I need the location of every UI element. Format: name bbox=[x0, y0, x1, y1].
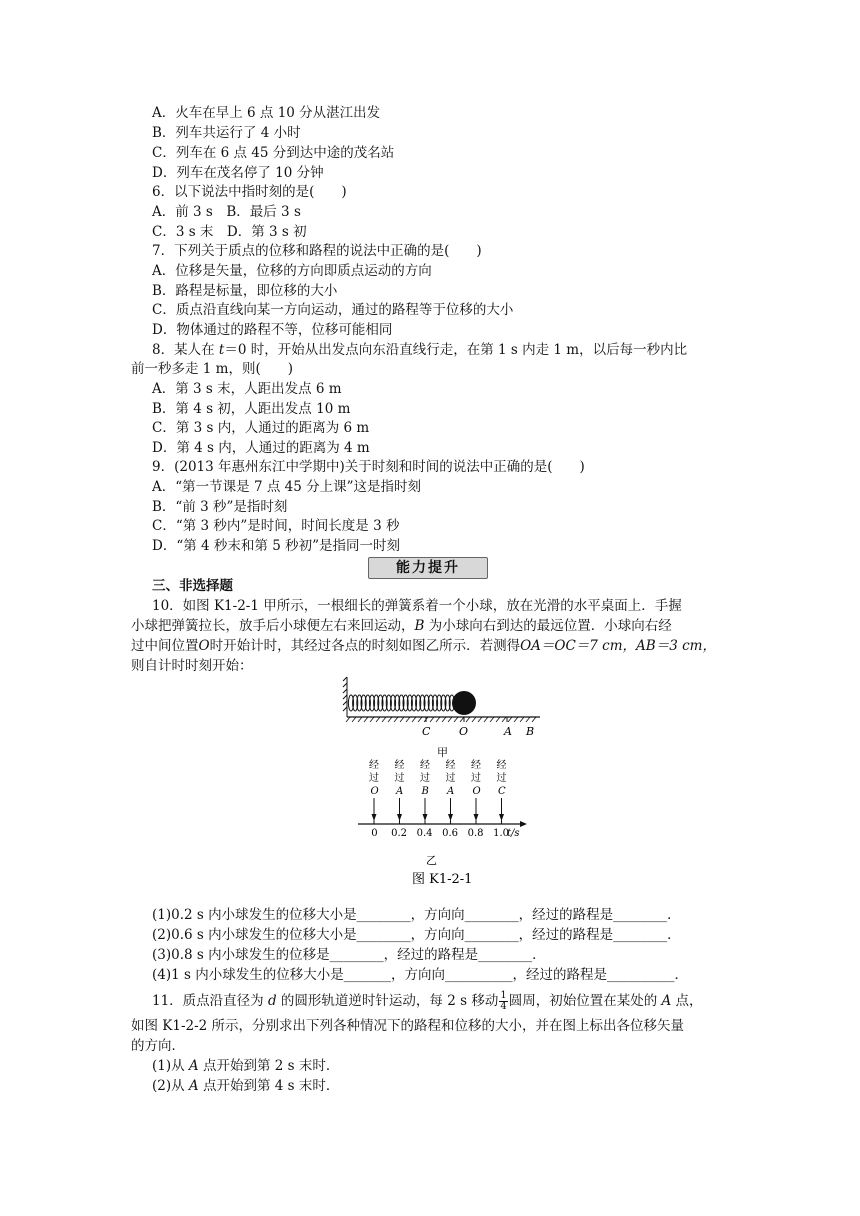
q8-option-b: B．第 4 s 初，人距出发点 10 m bbox=[152, 401, 351, 417]
q11-sub2: (2)从 A 点开始到第 4 s 末时． bbox=[152, 1078, 340, 1094]
down-arrow-icon bbox=[423, 814, 428, 821]
event-char-guo: 过 bbox=[394, 773, 405, 784]
axis-tick-label: 0.4 bbox=[416, 828, 433, 839]
quarter-fraction: $\frac{1}{4}$ bbox=[500, 990, 507, 1012]
axis-tick-label: 1.0 bbox=[493, 828, 510, 839]
q6-stem: 6．以下说法中指时刻的是( ) bbox=[152, 184, 347, 200]
label-C: C bbox=[422, 725, 431, 738]
label-O: O bbox=[459, 725, 469, 738]
q8-stem: 8．某人在 t＝0 时，开始从出发点向东沿直线行走，在第 1 s 内走 1 m，以后每一秒内比 bbox=[152, 342, 688, 358]
q10-sub1: (1)0.2 s 内小球发生的位移大小是________，方向向________，经过的路程是________． bbox=[152, 907, 681, 923]
down-arrow-icon bbox=[499, 814, 504, 821]
q10-line2: 小球把弹簧拉长，放手后小球便左右来回运动，B 为小球向右到达的最远位置．小球向右经 bbox=[131, 618, 672, 634]
spring bbox=[348, 695, 454, 711]
q7-option-c: C．质点沿直线向某一方向运动，通过的路程等于位移的大小 bbox=[152, 302, 514, 318]
figure-k1-2-1 bbox=[330, 672, 550, 890]
q7-option-d: D．物体通过的路程不等，位移可能相同 bbox=[152, 322, 393, 338]
event-char-jing: 经 bbox=[445, 760, 456, 771]
event-point-label: A bbox=[396, 786, 404, 797]
axis-ticks bbox=[371, 820, 509, 839]
event-point-label: O bbox=[472, 786, 481, 797]
event-char-guo: 过 bbox=[471, 773, 481, 784]
q10-line3: 过中间位置O时开始计时，其经过各点的时刻如图乙所示．若测得OA＝OC＝7 cm，AB＝3 cm， bbox=[131, 638, 716, 654]
label-A: A bbox=[504, 725, 512, 738]
wall bbox=[343, 677, 347, 717]
down-arrow-icon bbox=[372, 814, 377, 821]
event-markers bbox=[369, 759, 507, 821]
event-point-label: B bbox=[421, 786, 429, 797]
q10-line4: 则自计时时刻开始： bbox=[131, 658, 253, 674]
q6-options-cd: C．3 s 末 D．第 3 s 初 bbox=[152, 224, 307, 240]
event-char-guo: 过 bbox=[369, 773, 379, 784]
q7-stem: 7．下列关于质点的位移和路程的说法中正确的是( ) bbox=[152, 243, 482, 259]
q10-line1: 10．如图 K1-2-1 甲所示，一根细长的弹簧系着一个小球，放在光滑的水平桌面上．手握 bbox=[152, 598, 682, 614]
event-point-label: A bbox=[447, 786, 455, 797]
q8-option-c: C．第 3 s 内，人通过的距离为 6 m bbox=[152, 420, 370, 436]
q10-sub4: (4)1 s 内小球发生的位移大小是_______，方向向__________，经过的路程是__________． bbox=[152, 967, 688, 983]
event-point-label: O bbox=[370, 786, 379, 797]
down-arrow-icon bbox=[448, 814, 453, 821]
axis-arrow-icon bbox=[520, 821, 527, 827]
event-char-jing: 经 bbox=[496, 760, 507, 771]
q10-sub3: (3)0.8 s 内小球发生的位移是________，经过的路程是________． bbox=[152, 947, 546, 963]
axis-tick-label: 0.2 bbox=[391, 828, 408, 839]
q5-option-b: B．列车共运行了 4 小时 bbox=[152, 125, 301, 141]
event-char-guo: 过 bbox=[496, 773, 507, 784]
q7-option-b: B．路程是标量，即位移的大小 bbox=[152, 283, 338, 299]
label-yi: 乙 bbox=[426, 854, 437, 867]
ball bbox=[452, 691, 476, 715]
q5-option-d: D．列车在茂名停了 10 分钟 bbox=[152, 165, 324, 181]
down-arrow-icon bbox=[474, 814, 479, 821]
q9-stem: 9．(2013 年惠州东江中学期中)关于时刻和时间的说法中正确的是( ) bbox=[152, 459, 585, 475]
q10-sub2: (2)0.6 s 内小球发生的位移大小是________，方向向________，经过的路程是________． bbox=[152, 927, 681, 943]
axis-tick-label: 0.8 bbox=[467, 828, 484, 839]
ability-banner bbox=[368, 557, 488, 579]
ability-banner-text: 能力提升 bbox=[396, 560, 460, 576]
q7-option-a: A．位移是矢量，位移的方向即质点运动的方向 bbox=[152, 263, 432, 279]
axis-tick-label: 0.6 bbox=[442, 828, 459, 839]
q9-option-d: D．“第 4 秒末和第 5 秒初”是指同一时刻 bbox=[152, 538, 400, 554]
q9-option-a: A．“第一节课是 7 点 45 分上课”这是指时刻 bbox=[152, 479, 421, 495]
q8-option-d: D．第 4 s 内，人通过的距离为 4 m bbox=[152, 440, 370, 456]
event-char-jing: 经 bbox=[369, 760, 379, 771]
event-char-guo: 过 bbox=[420, 773, 430, 784]
q9-option-c: C．“第 3 秒内”是时间，时间长度是 3 秒 bbox=[152, 518, 400, 534]
label-jia: 甲 bbox=[437, 746, 448, 759]
event-point-label: C bbox=[498, 786, 506, 797]
event-char-jing: 经 bbox=[471, 760, 481, 771]
q11-line1: 11．质点沿直径为 d 的圆形轨道逆时针运动，每 2 s 移动 $\frac{1}{4}$ 圆周，初始位置在某处的 A 点， bbox=[152, 990, 703, 1012]
q11-line2: 如图 K1-2-2 所示，分别求出下列各种情况下的路程和位移的大小，并在图上标出各位移矢量 bbox=[131, 1018, 685, 1034]
q5-option-c: C．列车在 6 点 45 分到达中途的茂名站 bbox=[152, 145, 395, 161]
event-char-guo: 过 bbox=[445, 773, 456, 784]
section-heading: 三、非选择题 bbox=[152, 578, 233, 594]
q8-option-a: A．第 3 s 末，人距出发点 6 m bbox=[152, 381, 342, 397]
q5-option-a: A．火车在早上 6 点 10 分从湛江出发 bbox=[152, 105, 381, 121]
q9-option-b: B．“前 3 秒”是指时刻 bbox=[152, 499, 288, 515]
down-arrow-icon bbox=[397, 814, 402, 821]
axis-tick-label: 0 bbox=[371, 828, 378, 839]
q11-line3: 的方向． bbox=[131, 1038, 185, 1054]
q6-options-ab: A．前 3 s B．最后 3 s bbox=[152, 204, 301, 220]
q11-sub1: (1)从 A 点开始到第 2 s 末时． bbox=[152, 1058, 340, 1074]
event-char-jing: 经 bbox=[420, 760, 430, 771]
figure-caption: 图 K1-2-1 bbox=[412, 872, 473, 887]
q8-stem-cont: 前一秒多走 1 m，则( ) bbox=[131, 361, 294, 377]
axis-label: t/s bbox=[507, 828, 520, 839]
event-char-jing: 经 bbox=[394, 760, 405, 771]
label-B: B bbox=[526, 725, 535, 738]
